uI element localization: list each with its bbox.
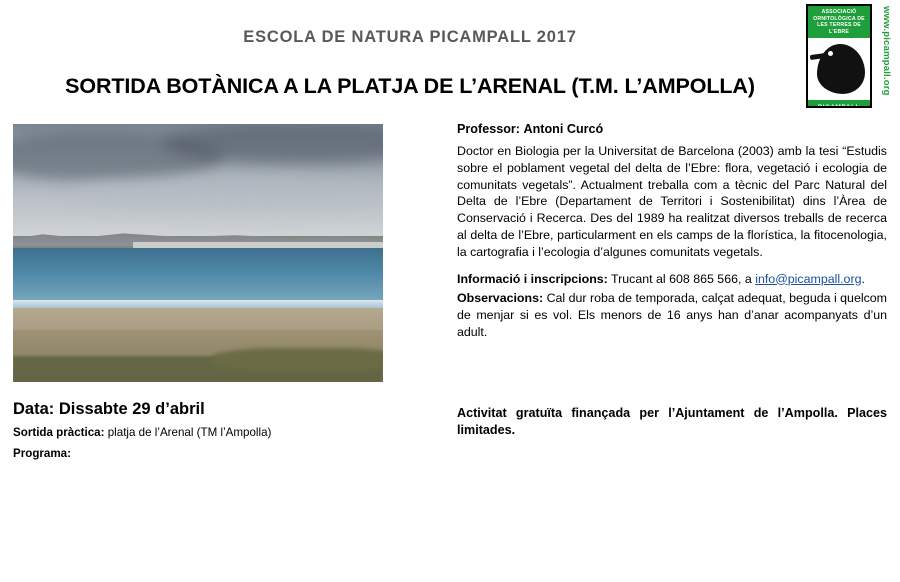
date-value: Dissabte 29 d’abril [58,400,205,418]
free-activity-note: Activitat gratuïta finançada per l’Ajuntament de l’Ampolla. Places limitades. [457,406,887,437]
beach-photo [13,124,383,382]
professor-line [457,122,887,136]
email-link[interactable]: info@picampall.org [755,271,862,286]
observations-text: Cal dur roba de temporada, calçat adequat, beguda i quelcom de menjar si es vol. Els menors de 16 anys han d’anar acompanyats d’un adult. [457,291,887,339]
organization-title: ESCOLA DE NATURA PICAMPALL 2017 [243,28,577,46]
sortida-value: platja de l’Arenal (TM l’Ampolla) [107,426,272,439]
info-text: Trucant al 608 865 566, a [611,271,752,286]
bird-silhouette-icon [808,38,870,100]
right-column [457,122,887,341]
observations-block [457,290,887,340]
programa-label: Programa: [13,447,71,460]
sortida-line [13,426,433,439]
date-label: Data: [13,400,55,418]
professor-name: Antoni Curcó [523,122,604,136]
professor-bio: Doctor en Biologia per la Universitat de Barcelona (2003) amb la tesi “Estudis sobre el poblament vegetal del delta de l’Ebre: flora, vegetació i ecologia de comunitats vegetals”. Actualment treballa com a tècnic del Parc Natural del Delta de l’Ebre (Departament de Territori i Sostenibilitat) dins l’Àrea de Conservació i Recerca. Des del 1989 ha realitzat diversos treballs de recerca al delta de l’Ebre, particularment en els camps de la florística, la fitocenologia, la cartografia i l’ecologia d’algunes comunitats vegetals. [457,144,887,259]
info-label: Informació i inscripcions: [457,271,608,286]
professor-label: Professor: [457,122,520,136]
logo-top-text: ASSOCIACIÓ ORNITOLÒGICA DE LES TERRES DE L'EBRE [808,6,870,38]
page-title: SORTIDA BOTÀNICA A LA PLATJA DE L’ARENAL (T.M. L’AMPOLLA) [65,74,755,98]
observations-label: Observacions: [457,291,544,306]
sortida-label: Sortida pràctica: [13,426,105,439]
info-period: . [861,271,865,286]
clipped-right-text [457,571,887,582]
clipped-left-text [13,571,433,582]
details-block [13,400,433,460]
date-line [13,400,433,419]
page-header [0,0,900,112]
logo-bottom-text: PICAMPALL [808,100,870,108]
picampall-logo [806,4,892,108]
logo-box [806,4,872,108]
website-url: www.picampall.org [881,6,892,96]
info-block [457,271,887,288]
